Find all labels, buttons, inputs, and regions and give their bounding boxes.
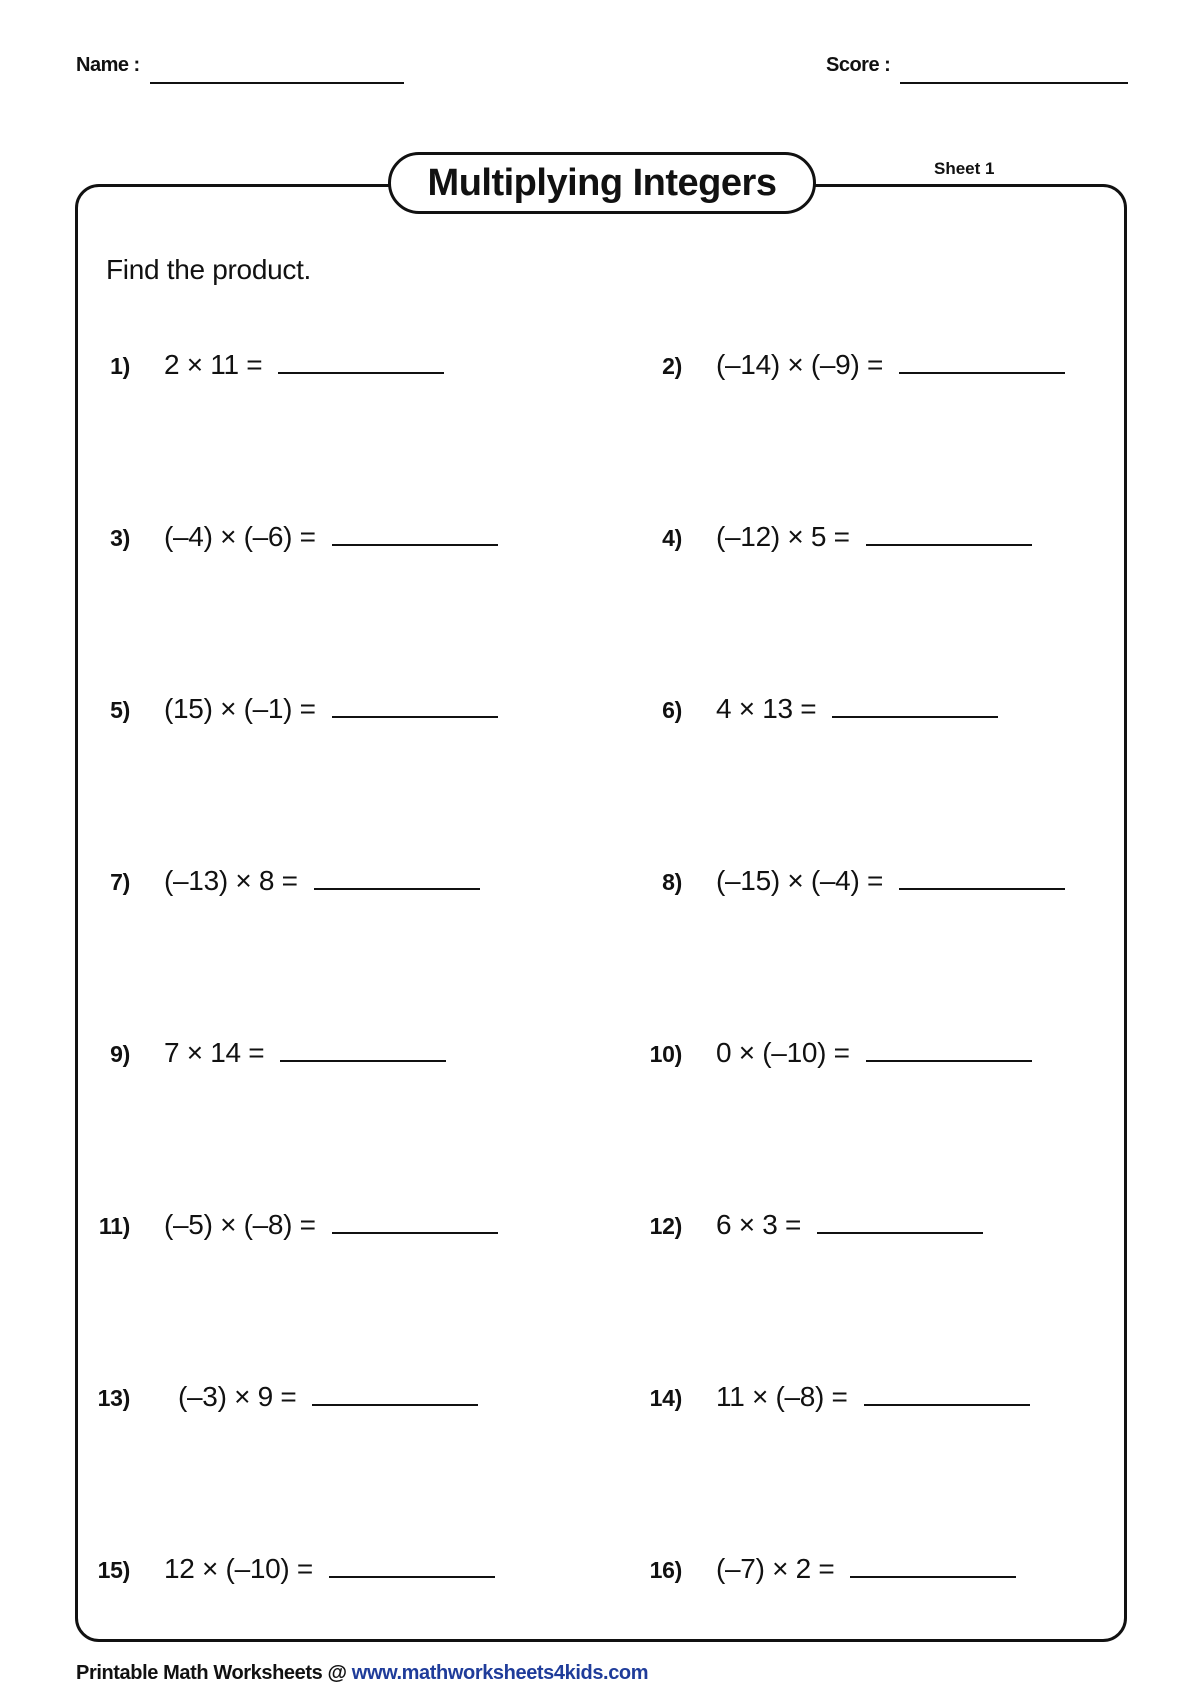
problem-expression: (–7) × 2 = bbox=[716, 1553, 835, 1584]
score-label: Score : bbox=[826, 54, 891, 76]
problem-expression: (15) × (–1) = bbox=[164, 693, 316, 724]
problem-number: 14) bbox=[649, 1385, 682, 1411]
problem-expression: 2 × 11 = bbox=[164, 349, 263, 380]
problem-item bbox=[624, 1380, 1030, 1420]
instruction-text: Find the product. bbox=[106, 254, 312, 285]
footer-text: Printable Math Worksheets @ bbox=[76, 1662, 352, 1684]
problem-item bbox=[624, 692, 998, 732]
answer-blank-line bbox=[312, 1380, 478, 1406]
problem-expression: 7 × 14 = bbox=[164, 1037, 265, 1068]
problem-number: 6) bbox=[662, 697, 682, 723]
problem-number: 13) bbox=[97, 1385, 130, 1411]
problem-expression: (–15) × (–4) = bbox=[716, 865, 883, 896]
problem-item bbox=[624, 1036, 1032, 1076]
problem-expression: (–4) × (–6) = bbox=[164, 521, 316, 552]
problem-expression: (–5) × (–8) = bbox=[164, 1209, 316, 1240]
answer-blank-line bbox=[864, 1380, 1030, 1406]
problem-item bbox=[624, 348, 1065, 388]
answer-blank-line bbox=[332, 520, 498, 546]
problem-number: 9) bbox=[110, 1041, 130, 1067]
problem-number: 4) bbox=[662, 525, 682, 551]
answer-blank-line bbox=[866, 520, 1032, 546]
footer-website-link[interactable]: www.mathworksheets4kids.com bbox=[351, 1662, 649, 1684]
problem-expression: 6 × 3 = bbox=[716, 1209, 802, 1240]
problem-number: 10) bbox=[649, 1041, 682, 1067]
answer-blank-line bbox=[832, 692, 998, 718]
answer-blank-line bbox=[332, 692, 498, 718]
answer-blank-line bbox=[314, 864, 480, 890]
problem-number: 15) bbox=[97, 1557, 130, 1583]
problem-number: 1) bbox=[110, 353, 130, 379]
problem-item bbox=[624, 520, 1032, 560]
answer-blank-line bbox=[817, 1208, 983, 1234]
answer-blank-line bbox=[899, 348, 1065, 374]
problem-item bbox=[72, 1380, 478, 1420]
problem-expression: (–12) × 5 = bbox=[716, 521, 850, 552]
problem-item bbox=[72, 864, 480, 904]
problem-item bbox=[72, 1208, 498, 1248]
worksheet-title: Multiplying Integers bbox=[388, 152, 816, 214]
name-blank-line bbox=[150, 82, 404, 84]
footer bbox=[76, 1662, 648, 1685]
problem-number: 16) bbox=[649, 1557, 682, 1583]
score-blank-line bbox=[900, 82, 1128, 84]
answer-blank-line bbox=[866, 1036, 1032, 1062]
problem-expression: (–13) × 8 = bbox=[164, 865, 298, 896]
answer-blank-line bbox=[899, 864, 1065, 890]
name-label: Name : bbox=[76, 54, 140, 76]
problem-item bbox=[72, 692, 498, 732]
problem-expression: 4 × 13 = bbox=[716, 693, 817, 724]
problem-number: 7) bbox=[110, 869, 130, 895]
problem-item bbox=[624, 1208, 983, 1248]
answer-blank-line bbox=[329, 1552, 495, 1578]
problem-expression: 0 × (–10) = bbox=[716, 1037, 850, 1068]
sheet-label: Sheet 1 bbox=[934, 159, 995, 178]
problem-item bbox=[624, 864, 1065, 904]
problem-expression: 11 × (–8) = bbox=[716, 1381, 848, 1412]
problem-item bbox=[72, 520, 498, 560]
problem-item bbox=[72, 1036, 446, 1076]
answer-blank-line bbox=[332, 1208, 498, 1234]
problem-number: 8) bbox=[662, 869, 682, 895]
problem-expression: 12 × (–10) = bbox=[164, 1553, 313, 1584]
problem-number: 2) bbox=[662, 353, 682, 379]
problem-expression: (–3) × 9 = bbox=[178, 1381, 297, 1412]
problem-expression: (–14) × (–9) = bbox=[716, 349, 883, 380]
worksheet-frame bbox=[75, 184, 1127, 1642]
problem-item bbox=[624, 1552, 1016, 1592]
problem-number: 12) bbox=[649, 1213, 682, 1239]
problem-item bbox=[72, 1552, 495, 1592]
answer-blank-line bbox=[850, 1552, 1016, 1578]
problem-number: 5) bbox=[110, 697, 130, 723]
answer-blank-line bbox=[278, 348, 444, 374]
problem-item bbox=[72, 348, 444, 388]
problem-number: 11) bbox=[98, 1213, 130, 1239]
answer-blank-line bbox=[280, 1036, 446, 1062]
problem-number: 3) bbox=[110, 525, 130, 551]
